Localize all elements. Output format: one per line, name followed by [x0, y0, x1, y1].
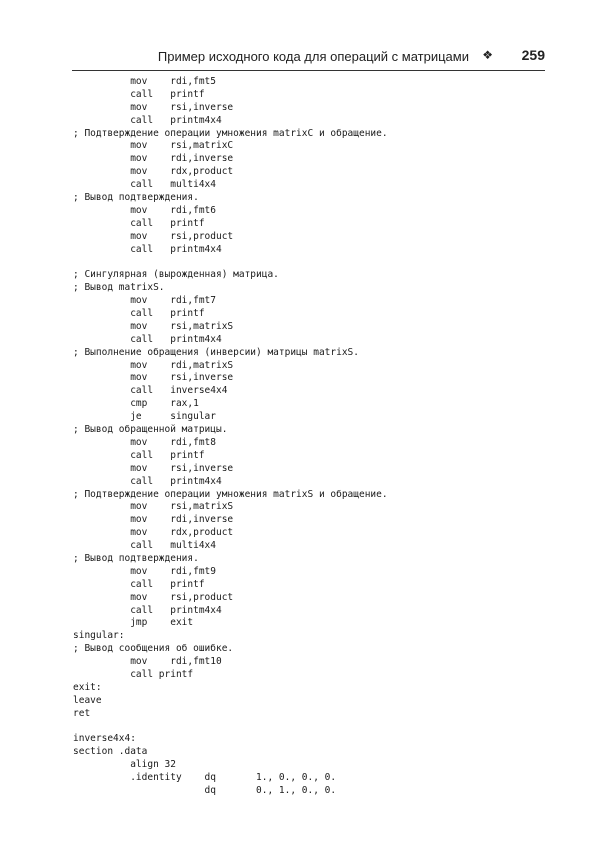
code-line: call multi4x4 — [73, 540, 216, 552]
code-line — [73, 256, 545, 269]
code-line: call printf — [73, 308, 205, 320]
code-line: ; Подтверждение операции умножения matrixS и обращение. — [73, 488, 388, 500]
code-line: ; Вывод подтверждения. — [73, 192, 199, 204]
code-line: call printf — [73, 217, 205, 229]
code-line: mov rdi,fmt5 — [73, 76, 216, 87]
code-line: mov rdi,inverse — [73, 514, 234, 526]
code-line: call printf — [73, 668, 194, 680]
code-line: leave — [73, 694, 102, 706]
code-line: mov rsi,matrixS — [73, 501, 234, 513]
code-line: mov rsi,matrixC — [73, 140, 234, 152]
code-line: jmp exit — [73, 617, 194, 629]
four-diamond-bullet-icon: ❖ — [482, 48, 493, 62]
code-line: mov rsi,product — [73, 230, 234, 242]
code-line: cmp rax,1 — [73, 398, 199, 410]
code-line: mov rdi,fmt10 — [73, 656, 222, 668]
code-line: dq 0., 1., 0., 0. — [73, 784, 337, 796]
code-line: mov rsi,product — [73, 591, 234, 603]
code-line: singular: — [73, 630, 125, 642]
code-line: call printm4x4 — [73, 243, 222, 255]
code-line: call printf — [73, 449, 205, 461]
code-line: .identity dq 1., 0., 0., 0. — [73, 772, 337, 784]
code-line: ; Вывод подтверждения. — [73, 552, 199, 564]
code-line: mov rdi,fmt7 — [73, 295, 216, 307]
code-line: call printm4x4 — [73, 475, 222, 487]
code-line: ret — [73, 707, 91, 719]
code-listing — [73, 76, 545, 798]
code-line: call multi4x4 — [73, 179, 216, 191]
code-line: ; Вывод обращенной матрицы. — [73, 424, 228, 436]
code-line: call printf — [73, 88, 205, 100]
code-line: exit: — [73, 681, 102, 693]
code-line: mov rdx,product — [73, 166, 234, 178]
code-line: ; Выполнение обращения (инверсии) матрицы matrixS. — [73, 346, 359, 358]
code-line: align 32 — [73, 759, 176, 771]
code-line: section .data — [73, 746, 148, 758]
code-line: mov rsi,inverse — [73, 101, 234, 113]
code-line: mov rsi,matrixS — [73, 320, 234, 332]
code-line: mov rsi,inverse — [73, 372, 234, 384]
code-line: mov rdi,fmt9 — [73, 565, 216, 577]
code-line: call inverse4x4 — [73, 385, 228, 397]
code-line: inverse4x4: — [73, 733, 136, 745]
code-line: call printm4x4 — [73, 333, 222, 345]
code-line: call printm4x4 — [73, 114, 222, 126]
code-line: call printf — [73, 578, 205, 590]
code-line: mov rsi,inverse — [73, 462, 234, 474]
running-header — [72, 44, 545, 71]
code-line — [73, 721, 545, 734]
code-line: ; Сингулярная (вырожденная) матрица. — [73, 269, 279, 281]
code-line: ; Подтверждение операции умножения matrixC и обращение. — [73, 127, 388, 139]
code-line: mov rdi,matrixS — [73, 359, 234, 371]
code-line: mov rdx,product — [73, 527, 234, 539]
header-title: Пример исходного кода для операций с матрицами — [157, 49, 469, 64]
code-line: call printm4x4 — [73, 604, 222, 616]
code-line: je singular — [73, 411, 216, 423]
code-line: ; Вывод сообщения об ошибке. — [73, 643, 234, 655]
code-line: ; Вывод matrixS. — [73, 282, 165, 294]
page-number: 259 — [521, 47, 545, 63]
code-line: mov rdi,inverse — [73, 153, 234, 165]
code-line: mov rdi,fmt6 — [73, 204, 216, 216]
code-line: mov rdi,fmt8 — [73, 436, 216, 448]
